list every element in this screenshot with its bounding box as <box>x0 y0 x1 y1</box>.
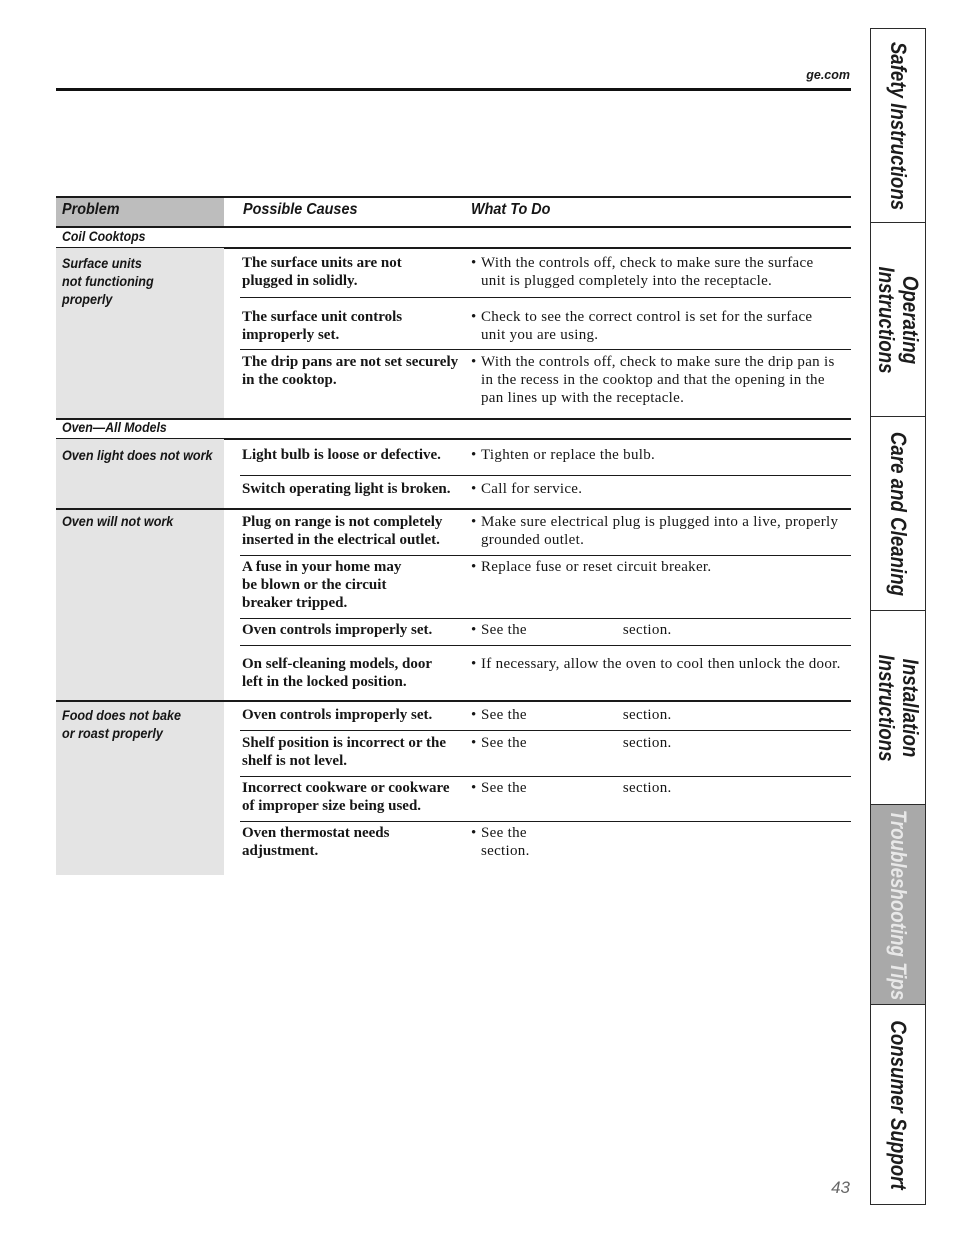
cause-text: Shelf position is incorrect or the shelf is not level. <box>242 735 447 769</box>
problem-surface-units: Surface units not functioning properly <box>62 255 154 307</box>
cause-text: A fuse in your home may be blown or the circuit breaker tripped. <box>242 559 402 611</box>
todo-column-header: What To Do <box>471 201 551 218</box>
row-divider <box>240 475 851 476</box>
tab-care-and-cleaning[interactable] <box>871 416 925 610</box>
todo-section: section. <box>622 735 672 751</box>
problem-column-header: Problem <box>62 201 120 218</box>
problem-food-does-not-bake: Food does not bake or roast properly <box>62 707 182 741</box>
todo-text: • Call for service. <box>481 480 582 498</box>
cause-text: Light bulb is loose or defective. <box>242 447 441 463</box>
todo-see-the: See the <box>481 780 527 796</box>
cause-text: The drip pans are not set securely in the cooktop. <box>242 354 459 388</box>
row-divider <box>240 776 851 777</box>
todo-text: • Check to see the correct control is set for the surface unit you are using. <box>481 308 812 344</box>
todo-section: section. <box>622 707 672 723</box>
cause-text: Incorrect cookware or cookware of improper size being used. <box>242 780 450 814</box>
causes-column-header: Possible Causes <box>243 201 358 218</box>
problem-cell-bg <box>56 510 224 700</box>
tab-label: Operating Instructions <box>874 265 923 374</box>
row-divider <box>240 297 851 298</box>
todo-text <box>481 706 672 724</box>
section-title-oven-all-models: Oven—All Models <box>62 419 167 435</box>
row-divider <box>240 349 851 350</box>
todo-section: section. <box>622 622 672 638</box>
row-divider <box>240 821 851 822</box>
todo-text <box>481 621 672 639</box>
todo-text: • If necessary, allow the oven to cool then unlock the door. <box>481 655 841 673</box>
tab-safety-instructions[interactable] <box>871 29 925 222</box>
todo-section: section. <box>622 780 672 796</box>
todo-text <box>481 734 672 752</box>
todo-text: • Tighten or replace the bulb. <box>481 446 655 464</box>
cause-text: On self-cleaning models, door left in the locked position. <box>242 656 432 690</box>
todo-text: • With the controls off, check to make sure the drip pan is in the recess in the cooktop and that the opening in the pan lines up with the receptacle. <box>481 353 835 407</box>
tab-label: Consumer Support <box>886 1019 911 1190</box>
row-divider <box>240 555 851 556</box>
problem-oven-light: Oven light does not work <box>62 447 213 463</box>
tab-label: Care and Cleaning <box>886 431 911 596</box>
todo-text: • Make sure electrical plug is plugged into a live, properly grounded outlet. <box>481 513 838 549</box>
todo-see-the: See the <box>481 825 527 841</box>
todo-section: section. <box>481 843 530 859</box>
cause-text: Plug on range is not completely inserted in the electrical outlet. <box>242 514 443 548</box>
todo-see-the: See the <box>481 735 527 751</box>
row-divider <box>240 645 851 646</box>
tab-operating-instructions[interactable] <box>871 222 925 416</box>
todo-text: • Replace fuse or reset circuit breaker. <box>481 558 711 576</box>
page-number: 43 <box>831 1178 850 1197</box>
row-divider <box>240 730 851 731</box>
row-divider <box>240 618 851 619</box>
tab-installation-instructions[interactable] <box>871 610 925 804</box>
tab-label: Installation Instructions <box>874 653 923 762</box>
section-title-coil-cooktops: Coil Cooktops <box>62 228 146 244</box>
cause-text: Switch operating light is broken. <box>242 481 451 497</box>
todo-text <box>481 824 530 860</box>
section-tabs <box>870 28 926 1205</box>
cause-text: Oven thermostat needs adjustment. <box>242 825 390 859</box>
cause-text: The surface unit controls improperly set. <box>242 309 403 343</box>
site-url: ge.com <box>806 68 850 82</box>
problem-oven-will-not-work: Oven will not work <box>62 513 174 529</box>
todo-text <box>481 779 672 797</box>
cause-text: Oven controls improperly set. <box>242 707 433 723</box>
tab-label: Troubleshooting Tips <box>886 809 911 1000</box>
section-rule <box>56 418 851 420</box>
todo-see-the: See the <box>481 707 527 723</box>
header-rule <box>56 88 851 91</box>
tab-label: Safety Instructions <box>886 41 911 210</box>
cause-text: Oven controls improperly set. <box>242 622 433 638</box>
cause-text: The surface units are not plugged in solidly. <box>242 255 402 289</box>
header-bottom-rule <box>56 226 851 228</box>
tab-consumer-support[interactable] <box>871 1004 925 1204</box>
todo-see-the: See the <box>481 622 527 638</box>
tab-troubleshooting-tips[interactable] <box>871 804 925 1004</box>
todo-text: • With the controls off, check to make sure the surface unit is plugged completely into the receptacle. <box>481 254 813 290</box>
